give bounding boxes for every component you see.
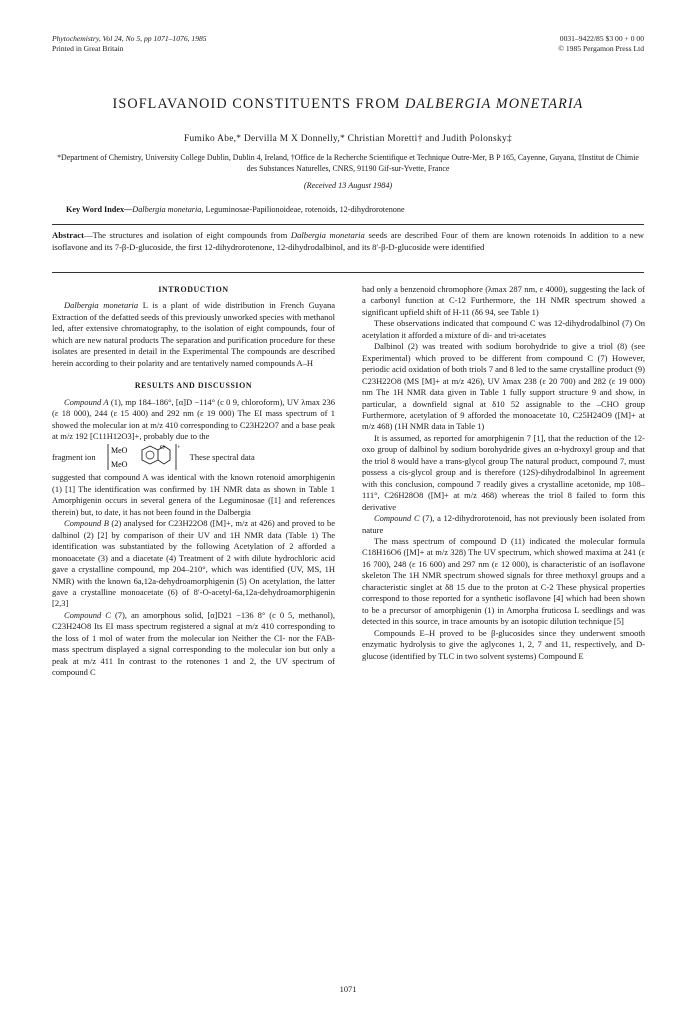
compound-a-paragraph (52, 397, 335, 443)
abstract (52, 230, 644, 253)
fragment-meo-top: MeO (110, 446, 128, 456)
page-number: 1071 (339, 985, 357, 994)
intro-species: Dalbergia monetaria (64, 300, 139, 311)
compound-a-text: (1), mp 184–186°, [α]D −114° (c 0 9, chloroform), UV λmax 236 (ε 18 000), 244 (ε 15 400) and 292 nm (ε 19 000) The EI mass spectrum of 1 showed the molecular ion at m/z 410 corresponding to C23H22O7 and a base peak at m/z 192 [C11H12O3]+, probably due to the (52, 396, 335, 441)
printed-note: Printed in Great Britain (52, 43, 124, 53)
running-header-left (52, 34, 207, 53)
observations-paragraph: These observations indicated that compound C was 12-dihydrodalbinol (7) On acetylation it afforded a mixture of di- and tri-acetates (362, 318, 645, 340)
issn-price: 0031–9422/85 $3 00 + 0 00 (559, 34, 644, 43)
introduction-heading: INTRODUCTION (158, 285, 229, 294)
fragment-structure-icon (102, 442, 182, 472)
received-date: (Received 13 August 1984) (303, 181, 393, 190)
compound-c-paragraph (52, 610, 335, 679)
compound-c-label: Compound C (64, 609, 111, 620)
fragment-note: These spectral data (189, 451, 255, 462)
fragment-oxygen: O (159, 444, 165, 452)
intro-paragraph (52, 300, 335, 369)
compound-c-summary-paragraph (362, 513, 645, 536)
compound-d-paragraph: The mass spectrum of compound D (11) indicated the molecular formula C18H16O6 ([M]+ at m/z 328) The UV spectrum, which showed maxima at 241 (ε 16 700), 248 (ε 16 600) and 297 nm (ε 12 000), is characteristic of an isoflavone skeleton The 1H NMR spectrum showed signals for three methoxyl groups and a characteristic singlet at δ8 15 due to the proton at C-2 These physical properties correspond to those reported for a synthetic isoflavone [4] which had been shown to be a precursor of amorphigenin (1) in Amorpha fruticosa L seedlings and was detected in this source, in trace amounts by an isotopic dilution technique [5] (362, 535, 645, 627)
keyword-species: Dalbergia monetaria (132, 205, 202, 214)
abstract-rule-top (52, 224, 644, 225)
fragment-meo-bottom: MeO (110, 460, 128, 470)
right-column (362, 284, 645, 662)
abstract-label: Abstract (52, 230, 84, 240)
compound-c-summary-label: Compound C (374, 513, 420, 524)
compound-b-paragraph (52, 518, 335, 610)
compound-c-summary-text: (7), a 12-dihydrorotenoid, has not previously been isolated from nature (362, 513, 645, 535)
running-header-right (558, 34, 644, 53)
keyword-rest: , Leguminosae-Papilionoideae, rotenoids, 12-dihydrorotenone (201, 205, 405, 214)
compound-a-label: Compound A (64, 396, 109, 407)
compound-a-continued: suggested that compound A was identical with the known rotenoid amorphigenin (1) [1] The identification was confirmed by 1H NMR data as shown in Table 1 Amorphigenin occurs in several genera of the Leguminosae ([1] and references therein) but, to date, it has not been found in the Dalbergia (52, 472, 335, 517)
title-italic: DALBERGIA MONETARIA (405, 96, 584, 112)
keyword-label: Key Word Index— (66, 205, 133, 214)
affiliations: *Department of Chemistry, University College Dublin, Dublin 4, Ireland, †Office de la Recherche Scientifique et Technique Outre-Mer, B P 165, Cayenne, Guyana, ‡Institut de Chimie des Substances Naturelles, CNRS, 91190 Gif-sur-Yvette, France (57, 153, 639, 173)
svg-text:+: + (176, 445, 181, 452)
paper-title (40, 96, 656, 113)
compound-c-text: (7), an amorphous solid, [α]D21 −136 8° (c 0 5, methanol), C23H24O8 Its EI mass spectrum registered a signal at m/z 410 corresponding to the loss of 1 mol of water from the molecular ion Neither the CI- nor the FAB-mass spectrum displayed a signal corresponding to the molecular ion but only a peak at m/z 411 In contrast to the rotenones 1 and 2, the UV spectrum of compound C (52, 609, 336, 678)
keyword-index (66, 205, 646, 216)
abstract-species: Dalbergia monetaria (290, 230, 365, 240)
abstract-text-a: —The structures and isolation of eight compounds from (83, 230, 291, 240)
stereochemistry-paragraph: It is assumed, as reported for amorphigenin 7 [1], that the reduction of the 12-oxo group of dalbinol by sodium borohydride gives an α-hydroxyl group and that the triol 8 would have a trans-glycol group The natural product, compound 7, must possess a cis-glycol group and is therefore (12S)-dihydrodalbinol In agreement with this conclusion, compound 7 readily gives a crystalline acetonide, mp 108–111°, C26H28O8 ([M]+ at m/z 468) whereas the triol 8 failed to form this derivative (362, 432, 645, 512)
results-heading: RESULTS AND DISCUSSION (134, 381, 253, 391)
fragment-label: fragment ion (52, 451, 96, 462)
fragment-ion-row (52, 442, 335, 472)
copyright-line: © 1985 Pergamon Press Ltd (558, 43, 644, 53)
intro-text: L is a plant of wide distribution in French Guyana Extraction of the defatted seeds of this previously unworked species with methanol led, after extensive chromatography, to the isolation of eight compounds, four of which are new natural products The separation and purification procedure for these isolates are presented in detail in the Experimental The compounds are described herein according to their polarity and are tentatively named compounds A–H (52, 300, 336, 368)
title-main: ISOFLAVANOID CONSTITUENTS FROM (112, 96, 406, 112)
compounds-e-h-paragraph: Compounds E–H proved to be β-glucosides since they underwent smooth enzymatic hydrolysis to give the aglycones 1, 2, 7 and 11, respectively, and D-glucose (identified by TLC in two solvent systems) Compound E (362, 627, 645, 661)
dalbinol-reduction-paragraph: Dalbinol (2) was treated with sodium borohydride to give a triol (8) (see Experimental) which proved to be different from compound C (7) However, periodic acid oxidation of both triols 7 and 8 led to the same crystalline product (9) C23H22O8 (MS [M]+ at m/z 426), UV λmax 238 (ε 20 700) and 282 (ε 19 000) nm The 1H NMR data given in Table 1 fully support structure 9 and show, in particular, a downfield signal at δ10 52 assignable to the –CHO group Furthermore, acetylation of 9 afforded the monoacetate 10, C25H24O9 ([M]+ at m/z 468) (1H NMR data in Table 1) (362, 341, 645, 432)
compound-b-label: Compound B (64, 518, 109, 529)
uv-chromophore-paragraph: had only a benzenoid chromophore (λmax 287 nm, ε 4000), suggesting the lack of a carbonyl function at C-12 Furthermore, the 1H NMR spectrum showed a significant upfield shift of H-11 (δ6 94, see Table 1) (362, 284, 645, 317)
journal-citation: Phytochemistry, Vol 24, No 5, pp 1071–1076, 1985 (52, 34, 207, 43)
compound-b-text: (2) analysed for C23H22O8 ([M]+, m/z at 426) and proved to be dalbinol (2) [2] by comparison of their UV and 1H NMR data (Table 1) The identification was substantiated by the following Acetylation of 2 afforded a monoacetate (3) and a diacetate (4) Treatment of 2 with dilute hydrochloric acid gave a crystalline compound, mp 204–210°, which was identified (UV, MS, 1H NMR) with the known 6a,12a-dehydroamorphigenin (5) On acetylation, the latter gave a crystalline monoacetate (6) of 8′-O-acetyl-6a,12a-dehydroamorphigenin [2,3] (52, 518, 335, 609)
left-column (52, 284, 335, 679)
author-list: Fumiko Abe,* Dervilla M X Donnelly,* Christian Moretti† and Judith Polonsky‡ (184, 134, 512, 144)
abstract-text-b: seeds are described Four of them are known rotenoids In addition to a new isoflavone and its 7-β-D-glucoside, the first 12-dihydrorotenone, 12-dihydrodalbinol, and its 8′-β-D-glucoside were identified (52, 230, 645, 252)
abstract-rule-bottom (52, 272, 644, 273)
